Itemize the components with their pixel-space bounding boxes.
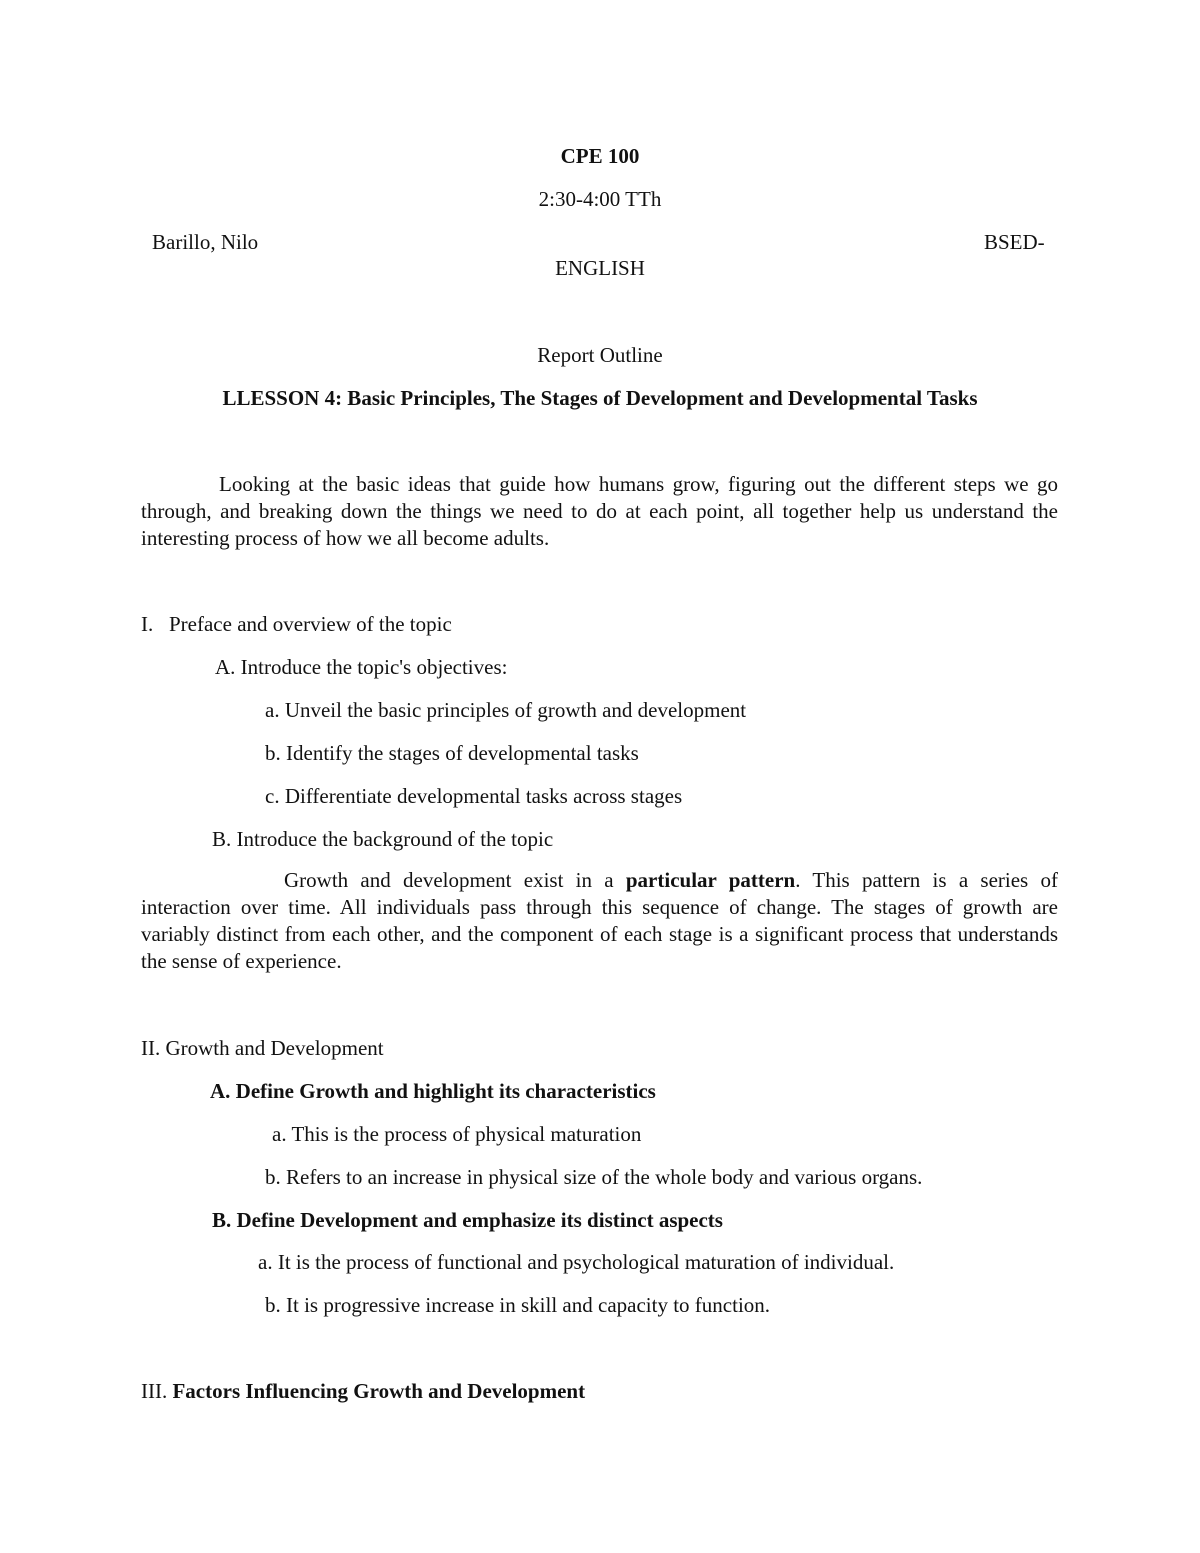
intro-paragraph: Looking at the basic ideas that guide how humans grow, figuring out the different steps we go through, and breaking down the things we need to do at each point, all together help us understand the interesting process of how we all become adults. <box>141 472 1058 550</box>
program-line-2: ENGLISH <box>555 256 645 280</box>
section-2-b-heading: B. Define Development and emphasize its distinct aspects <box>212 1208 723 1232</box>
objective-item: b. Identify the stages of developmental tasks <box>265 741 639 765</box>
section-1-b-heading: B. Introduce the background of the topic <box>212 827 554 851</box>
section-1-a-heading: A. Introduce the topic's objectives: <box>215 655 508 679</box>
report-type: Report Outline <box>537 343 663 367</box>
background-text-pre: Growth and development exist in a <box>284 868 626 892</box>
section-3-heading <box>141 1378 585 1405</box>
section-2-a-heading: A. Define Growth and highlight its characteristics <box>210 1079 656 1103</box>
course-code: CPE 100 <box>560 144 640 168</box>
background-text-post: . This pattern is a series of interaction over time. All individuals pass through this sequence of change. The stages of growth are variably distinct from each other, and the component of each stage is a significant process that understands the sense of experience. <box>141 868 1058 973</box>
objective-item: a. Unveil the basic principles of growth and development <box>265 698 747 722</box>
student-name: Barillo, Nilo <box>152 230 259 254</box>
class-schedule: 2:30-4:00 TTh <box>538 187 662 211</box>
objective-item: c. Differentiate developmental tasks across stages <box>265 784 683 808</box>
section-3-title: Factors Influencing Growth and Development <box>172 1379 586 1403</box>
development-item: b. It is progressive increase in skill and capacity to function. <box>265 1293 771 1317</box>
program-line-1: BSED- <box>984 230 1045 254</box>
background-text-bold: particular pattern <box>625 868 796 892</box>
section-1-heading: I. Preface and overview of the topic <box>141 612 452 636</box>
growth-item: a. This is the process of physical maturation <box>272 1122 642 1146</box>
section-2-heading: II. Growth and Development <box>141 1036 384 1060</box>
lesson-title: LLESSON 4: Basic Principles, The Stages of Development and Developmental Tasks <box>222 386 978 410</box>
growth-item: b. Refers to an increase in physical size of the whole body and various organs. <box>265 1165 923 1189</box>
background-paragraph <box>141 867 1058 975</box>
development-item: a. It is the process of functional and psychological maturation of individual. <box>258 1250 895 1274</box>
section-3-numeral: III. <box>141 1379 173 1403</box>
